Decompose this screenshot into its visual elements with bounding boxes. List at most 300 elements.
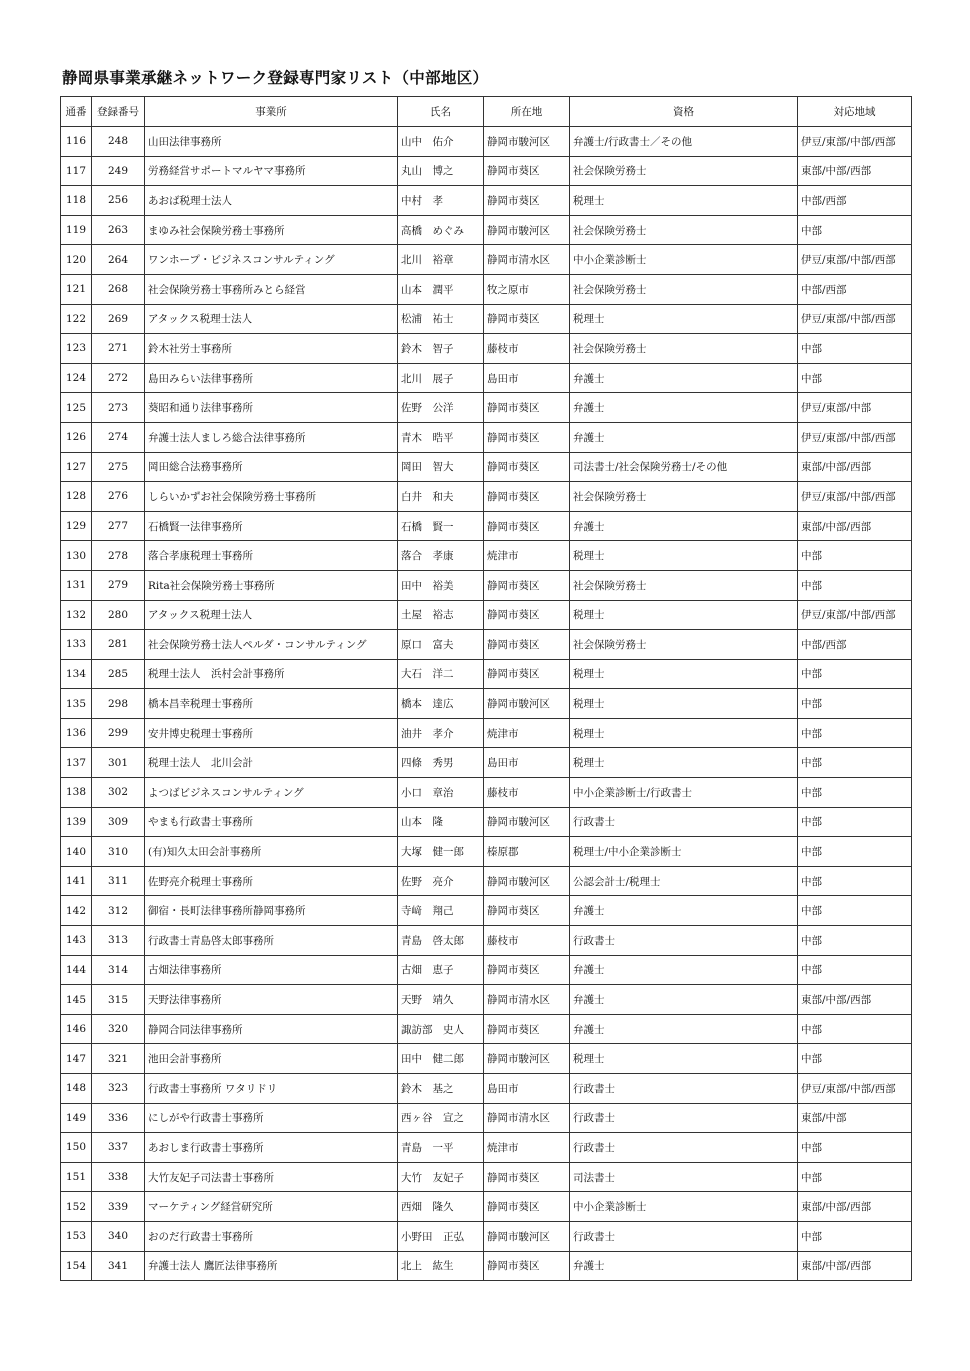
cell-service-area: 中部 bbox=[798, 570, 912, 600]
cell-service-area: 中部 bbox=[798, 866, 912, 896]
cell-location: 静岡市葵区 bbox=[484, 1192, 570, 1222]
cell-office: あおば税理士法人 bbox=[145, 186, 398, 216]
cell-location: 静岡市駿河区 bbox=[484, 807, 570, 837]
cell-qualification: 行政書士 bbox=[570, 1103, 798, 1133]
cell-service-area: 伊豆/東部/中部/西部 bbox=[798, 482, 912, 512]
cell-office: 橋本昌幸税理士事務所 bbox=[145, 689, 398, 719]
cell-qualification: 行政書士 bbox=[570, 1221, 798, 1251]
cell-office: 葵昭和通り法律事務所 bbox=[145, 393, 398, 423]
cell-service-area: 中部 bbox=[798, 334, 912, 364]
table-row bbox=[61, 452, 912, 482]
cell-qualification: 税理士/中小企業診断士 bbox=[570, 837, 798, 867]
cell-qualification: 司法書士 bbox=[570, 1162, 798, 1192]
cell-serial: 142 bbox=[61, 896, 92, 926]
cell-service-area: 東部/中部/西部 bbox=[798, 985, 912, 1015]
cell-registration-number: 279 bbox=[92, 570, 145, 600]
cell-name: 諏訪部 史人 bbox=[398, 1014, 484, 1044]
table-row bbox=[61, 1103, 912, 1133]
cell-location: 牧之原市 bbox=[484, 274, 570, 304]
cell-office: 御宿・長町法律事務所静岡事務所 bbox=[145, 896, 398, 926]
cell-qualification: 税理士 bbox=[570, 748, 798, 778]
cell-name: 白井 和夫 bbox=[398, 482, 484, 512]
cell-service-area: 伊豆/東部/中部/西部 bbox=[798, 422, 912, 452]
cell-location: 静岡市駿河区 bbox=[484, 215, 570, 245]
cell-service-area: 中部 bbox=[798, 955, 912, 985]
table-row bbox=[61, 1192, 912, 1222]
cell-location: 静岡市葵区 bbox=[484, 1251, 570, 1281]
cell-serial: 147 bbox=[61, 1044, 92, 1074]
cell-qualification: 税理士 bbox=[570, 600, 798, 630]
cell-qualification: 税理士 bbox=[570, 541, 798, 571]
cell-serial: 150 bbox=[61, 1133, 92, 1163]
cell-name: 原口 富夫 bbox=[398, 630, 484, 660]
cell-office: Rita社会保険労務士事務所 bbox=[145, 570, 398, 600]
cell-office: 弁護士法人ましろ総合法律事務所 bbox=[145, 422, 398, 452]
cell-name: 佐野 公洋 bbox=[398, 393, 484, 423]
cell-name: 山本 隆 bbox=[398, 807, 484, 837]
table-row bbox=[61, 1133, 912, 1163]
cell-serial: 116 bbox=[61, 127, 92, 157]
table-row bbox=[61, 304, 912, 334]
column-header-name: 氏名 bbox=[398, 97, 484, 127]
cell-serial: 121 bbox=[61, 274, 92, 304]
cell-serial: 124 bbox=[61, 363, 92, 393]
cell-registration-number: 311 bbox=[92, 866, 145, 896]
cell-qualification: 司法書士/社会保険労務士/その他 bbox=[570, 452, 798, 482]
cell-location: 島田市 bbox=[484, 363, 570, 393]
cell-office: 労務経営サポートマルヤマ事務所 bbox=[145, 156, 398, 186]
table-row bbox=[61, 186, 912, 216]
cell-office: やまも行政書士事務所 bbox=[145, 807, 398, 837]
cell-serial: 137 bbox=[61, 748, 92, 778]
cell-name: 青島 啓太郎 bbox=[398, 926, 484, 956]
cell-name: 丸山 博之 bbox=[398, 156, 484, 186]
cell-registration-number: 272 bbox=[92, 363, 145, 393]
cell-service-area: 中部 bbox=[798, 837, 912, 867]
table-row bbox=[61, 363, 912, 393]
cell-registration-number: 341 bbox=[92, 1251, 145, 1281]
cell-name: 小野田 正弘 bbox=[398, 1221, 484, 1251]
cell-location: 静岡市葵区 bbox=[484, 600, 570, 630]
cell-office: ワンホープ・ビジネスコンサルティング bbox=[145, 245, 398, 275]
cell-registration-number: 277 bbox=[92, 511, 145, 541]
cell-office: あおしま行政書士事務所 bbox=[145, 1133, 398, 1163]
cell-qualification: 社会保険労務士 bbox=[570, 156, 798, 186]
cell-serial: 127 bbox=[61, 452, 92, 482]
cell-service-area: 伊豆/東部/中部/西部 bbox=[798, 304, 912, 334]
cell-registration-number: 339 bbox=[92, 1192, 145, 1222]
table-row bbox=[61, 1221, 912, 1251]
column-header-office: 事業所 bbox=[145, 97, 398, 127]
cell-serial: 143 bbox=[61, 926, 92, 956]
cell-registration-number: 309 bbox=[92, 807, 145, 837]
cell-service-area: 中部 bbox=[798, 659, 912, 689]
cell-location: 藤枝市 bbox=[484, 334, 570, 364]
cell-location: 静岡市駿河区 bbox=[484, 1044, 570, 1074]
cell-serial: 145 bbox=[61, 985, 92, 1015]
cell-service-area: 中部/西部 bbox=[798, 630, 912, 660]
cell-serial: 126 bbox=[61, 422, 92, 452]
cell-serial: 139 bbox=[61, 807, 92, 837]
cell-service-area: 中部 bbox=[798, 778, 912, 808]
cell-qualification: 弁護士 bbox=[570, 1014, 798, 1044]
cell-registration-number: 249 bbox=[92, 156, 145, 186]
cell-name: 鈴木 基之 bbox=[398, 1074, 484, 1104]
cell-office: 大竹友妃子司法書士事務所 bbox=[145, 1162, 398, 1192]
cell-name: 西ヶ谷 宣之 bbox=[398, 1103, 484, 1133]
cell-location: 静岡市葵区 bbox=[484, 659, 570, 689]
expert-list-table bbox=[60, 96, 912, 1281]
cell-qualification: 弁護士 bbox=[570, 511, 798, 541]
cell-qualification: 税理士 bbox=[570, 304, 798, 334]
table-row bbox=[61, 156, 912, 186]
cell-office: 行政書士事務所 ワタリドリ bbox=[145, 1074, 398, 1104]
cell-service-area: 東部/中部/西部 bbox=[798, 1192, 912, 1222]
cell-location: 静岡市葵区 bbox=[484, 452, 570, 482]
cell-registration-number: 285 bbox=[92, 659, 145, 689]
cell-serial: 135 bbox=[61, 689, 92, 719]
table-row bbox=[61, 837, 912, 867]
cell-service-area: 中部 bbox=[798, 215, 912, 245]
table-row bbox=[61, 245, 912, 275]
cell-service-area: 東部/中部/西部 bbox=[798, 156, 912, 186]
cell-name: 北上 紘生 bbox=[398, 1251, 484, 1281]
column-header-registration-number: 登録番号 bbox=[92, 97, 145, 127]
column-header-serial: 通番 bbox=[61, 97, 92, 127]
cell-registration-number: 298 bbox=[92, 689, 145, 719]
cell-name: 石橋 賢一 bbox=[398, 511, 484, 541]
cell-registration-number: 263 bbox=[92, 215, 145, 245]
cell-service-area: 伊豆/東部/中部 bbox=[798, 393, 912, 423]
cell-name: 大石 洋二 bbox=[398, 659, 484, 689]
cell-location: 静岡市駿河区 bbox=[484, 127, 570, 157]
cell-office: 社会保険労務士法人ペルダ・コンサルティング bbox=[145, 630, 398, 660]
table-row bbox=[61, 866, 912, 896]
cell-registration-number: 301 bbox=[92, 748, 145, 778]
cell-name: 落合 孝康 bbox=[398, 541, 484, 571]
cell-serial: 149 bbox=[61, 1103, 92, 1133]
cell-registration-number: 274 bbox=[92, 422, 145, 452]
cell-location: 静岡市清水区 bbox=[484, 985, 570, 1015]
column-header-service-area: 対応地域 bbox=[798, 97, 912, 127]
cell-name: 油井 孝介 bbox=[398, 718, 484, 748]
cell-serial: 133 bbox=[61, 630, 92, 660]
cell-location: 静岡市葵区 bbox=[484, 896, 570, 926]
cell-service-area: 中部 bbox=[798, 1044, 912, 1074]
cell-registration-number: 268 bbox=[92, 274, 145, 304]
cell-office: 弁護士法人 鷹匠法律事務所 bbox=[145, 1251, 398, 1281]
cell-qualification: 弁護士 bbox=[570, 393, 798, 423]
cell-service-area: 中部 bbox=[798, 807, 912, 837]
cell-registration-number: 248 bbox=[92, 127, 145, 157]
table-row bbox=[61, 422, 912, 452]
cell-name: 山中 佑介 bbox=[398, 127, 484, 157]
cell-service-area: 中部/西部 bbox=[798, 274, 912, 304]
cell-location: 静岡市駿河区 bbox=[484, 866, 570, 896]
cell-location: 静岡市葵区 bbox=[484, 1014, 570, 1044]
cell-qualification: 弁護士 bbox=[570, 1251, 798, 1281]
cell-qualification: 中小企業診断士/行政書士 bbox=[570, 778, 798, 808]
cell-service-area: 中部 bbox=[798, 689, 912, 719]
cell-name: 松浦 祐士 bbox=[398, 304, 484, 334]
cell-serial: 148 bbox=[61, 1074, 92, 1104]
cell-registration-number: 302 bbox=[92, 778, 145, 808]
table-row bbox=[61, 748, 912, 778]
cell-location: 静岡市葵区 bbox=[484, 393, 570, 423]
cell-qualification: 公認会計士/税理士 bbox=[570, 866, 798, 896]
cell-serial: 125 bbox=[61, 393, 92, 423]
cell-name: 古畑 恵子 bbox=[398, 955, 484, 985]
cell-serial: 140 bbox=[61, 837, 92, 867]
cell-serial: 134 bbox=[61, 659, 92, 689]
page-title: 静岡県事業承継ネットワーク登録専門家リスト（中部地区） bbox=[62, 69, 489, 87]
column-header-location: 所在地 bbox=[484, 97, 570, 127]
cell-serial: 129 bbox=[61, 511, 92, 541]
cell-qualification: 社会保険労務士 bbox=[570, 482, 798, 512]
cell-office: 税理士法人 北川会計 bbox=[145, 748, 398, 778]
cell-office: 安井博史税理士事務所 bbox=[145, 718, 398, 748]
cell-name: 西畑 隆久 bbox=[398, 1192, 484, 1222]
cell-name: 岡田 智大 bbox=[398, 452, 484, 482]
cell-qualification: 弁護士 bbox=[570, 955, 798, 985]
cell-registration-number: 273 bbox=[92, 393, 145, 423]
table-row bbox=[61, 127, 912, 157]
table-row bbox=[61, 215, 912, 245]
cell-service-area: 東部/中部/西部 bbox=[798, 1251, 912, 1281]
cell-office: まゆみ社会保険労務士事務所 bbox=[145, 215, 398, 245]
cell-registration-number: 336 bbox=[92, 1103, 145, 1133]
cell-name: 田中 裕美 bbox=[398, 570, 484, 600]
cell-office: アタックス税理士法人 bbox=[145, 304, 398, 334]
cell-office: 鈴木社労士事務所 bbox=[145, 334, 398, 364]
cell-location: 島田市 bbox=[484, 748, 570, 778]
cell-registration-number: 312 bbox=[92, 896, 145, 926]
cell-office: しらいかずお社会保険労務士事務所 bbox=[145, 482, 398, 512]
table-row bbox=[61, 334, 912, 364]
cell-service-area: 伊豆/東部/中部/西部 bbox=[798, 1074, 912, 1104]
cell-office: 社会保険労務士事務所みとら経営 bbox=[145, 274, 398, 304]
cell-serial: 118 bbox=[61, 186, 92, 216]
cell-registration-number: 313 bbox=[92, 926, 145, 956]
cell-qualification: 行政書士 bbox=[570, 1133, 798, 1163]
cell-name: 大塚 健一郎 bbox=[398, 837, 484, 867]
cell-registration-number: 278 bbox=[92, 541, 145, 571]
cell-serial: 153 bbox=[61, 1221, 92, 1251]
cell-registration-number: 281 bbox=[92, 630, 145, 660]
table-row bbox=[61, 393, 912, 423]
cell-name: 土屋 裕志 bbox=[398, 600, 484, 630]
cell-registration-number: 269 bbox=[92, 304, 145, 334]
cell-service-area: 伊豆/東部/中部/西部 bbox=[798, 127, 912, 157]
cell-location: 静岡市葵区 bbox=[484, 482, 570, 512]
table-row bbox=[61, 955, 912, 985]
cell-office: 石橋賢一法律事務所 bbox=[145, 511, 398, 541]
cell-serial: 132 bbox=[61, 600, 92, 630]
cell-serial: 117 bbox=[61, 156, 92, 186]
cell-name: 橋本 達広 bbox=[398, 689, 484, 719]
cell-qualification: 税理士 bbox=[570, 1044, 798, 1074]
cell-serial: 131 bbox=[61, 570, 92, 600]
cell-registration-number: 256 bbox=[92, 186, 145, 216]
cell-location: 静岡市葵区 bbox=[484, 422, 570, 452]
cell-name: 青島 一平 bbox=[398, 1133, 484, 1163]
table-row bbox=[61, 1162, 912, 1192]
cell-serial: 138 bbox=[61, 778, 92, 808]
cell-qualification: 社会保険労務士 bbox=[570, 274, 798, 304]
cell-service-area: 中部 bbox=[798, 1014, 912, 1044]
cell-name: 北川 展子 bbox=[398, 363, 484, 393]
cell-registration-number: 315 bbox=[92, 985, 145, 1015]
cell-location: 静岡市清水区 bbox=[484, 245, 570, 275]
cell-qualification: 税理士 bbox=[570, 689, 798, 719]
column-header-qualification: 資格 bbox=[570, 97, 798, 127]
table-row bbox=[61, 600, 912, 630]
table-row bbox=[61, 985, 912, 1015]
cell-qualification: 行政書士 bbox=[570, 1074, 798, 1104]
cell-office: 岡田総合法務事務所 bbox=[145, 452, 398, 482]
cell-office: アタックス税理士法人 bbox=[145, 600, 398, 630]
cell-location: 静岡市葵区 bbox=[484, 630, 570, 660]
cell-service-area: 伊豆/東部/中部/西部 bbox=[798, 600, 912, 630]
cell-location: 静岡市葵区 bbox=[484, 304, 570, 334]
cell-office: (有)知久太田会計事務所 bbox=[145, 837, 398, 867]
cell-office: 佐野亮介税理士事務所 bbox=[145, 866, 398, 896]
cell-service-area: 中部 bbox=[798, 1162, 912, 1192]
table-row bbox=[61, 630, 912, 660]
cell-service-area: 中部 bbox=[798, 926, 912, 956]
cell-qualification: 弁護士 bbox=[570, 985, 798, 1015]
cell-registration-number: 280 bbox=[92, 600, 145, 630]
cell-serial: 152 bbox=[61, 1192, 92, 1222]
cell-registration-number: 264 bbox=[92, 245, 145, 275]
cell-qualification: 行政書士 bbox=[570, 807, 798, 837]
cell-qualification: 社会保険労務士 bbox=[570, 215, 798, 245]
cell-office: よつばビジネスコンサルティング bbox=[145, 778, 398, 808]
cell-office: 池田会計事務所 bbox=[145, 1044, 398, 1074]
cell-location: 榛原郡 bbox=[484, 837, 570, 867]
cell-office: 静岡合同法律事務所 bbox=[145, 1014, 398, 1044]
table-header-row bbox=[61, 97, 912, 127]
cell-name: 田中 健二郎 bbox=[398, 1044, 484, 1074]
cell-serial: 120 bbox=[61, 245, 92, 275]
cell-name: 佐野 亮介 bbox=[398, 866, 484, 896]
cell-registration-number: 320 bbox=[92, 1014, 145, 1044]
table-row bbox=[61, 926, 912, 956]
cell-name: 四條 秀男 bbox=[398, 748, 484, 778]
cell-service-area: 中部 bbox=[798, 1221, 912, 1251]
cell-location: 藤枝市 bbox=[484, 778, 570, 808]
cell-qualification: 社会保険労務士 bbox=[570, 630, 798, 660]
cell-qualification: 中小企業診断士 bbox=[570, 245, 798, 275]
cell-service-area: 東部/中部/西部 bbox=[798, 452, 912, 482]
cell-registration-number: 340 bbox=[92, 1221, 145, 1251]
cell-location: 静岡市葵区 bbox=[484, 156, 570, 186]
cell-serial: 128 bbox=[61, 482, 92, 512]
cell-location: 藤枝市 bbox=[484, 926, 570, 956]
cell-name: 大竹 友妃子 bbox=[398, 1162, 484, 1192]
cell-registration-number: 299 bbox=[92, 718, 145, 748]
cell-registration-number: 310 bbox=[92, 837, 145, 867]
cell-service-area: 中部 bbox=[798, 896, 912, 926]
cell-service-area: 東部/中部 bbox=[798, 1103, 912, 1133]
cell-qualification: 税理士 bbox=[570, 718, 798, 748]
cell-serial: 123 bbox=[61, 334, 92, 364]
cell-serial: 141 bbox=[61, 866, 92, 896]
cell-name: 北川 裕章 bbox=[398, 245, 484, 275]
cell-office: 税理士法人 浜村会計事務所 bbox=[145, 659, 398, 689]
cell-name: 寺﨑 翔己 bbox=[398, 896, 484, 926]
cell-service-area: 東部/中部/西部 bbox=[798, 511, 912, 541]
cell-service-area: 中部 bbox=[798, 363, 912, 393]
cell-qualification: 中小企業診断士 bbox=[570, 1192, 798, 1222]
cell-office: 山田法律事務所 bbox=[145, 127, 398, 157]
cell-serial: 122 bbox=[61, 304, 92, 334]
cell-office: 天野法律事務所 bbox=[145, 985, 398, 1015]
table-row bbox=[61, 718, 912, 748]
cell-serial: 151 bbox=[61, 1162, 92, 1192]
table-row bbox=[61, 570, 912, 600]
cell-location: 静岡市葵区 bbox=[484, 511, 570, 541]
cell-serial: 154 bbox=[61, 1251, 92, 1281]
cell-location: 静岡市駿河区 bbox=[484, 689, 570, 719]
cell-qualification: 税理士 bbox=[570, 186, 798, 216]
cell-location: 焼津市 bbox=[484, 718, 570, 748]
cell-registration-number: 314 bbox=[92, 955, 145, 985]
cell-name: 山本 潤平 bbox=[398, 274, 484, 304]
cell-registration-number: 275 bbox=[92, 452, 145, 482]
cell-serial: 119 bbox=[61, 215, 92, 245]
table-row bbox=[61, 778, 912, 808]
table-row bbox=[61, 482, 912, 512]
cell-name: 中村 孝 bbox=[398, 186, 484, 216]
cell-location: 静岡市駿河区 bbox=[484, 1221, 570, 1251]
table-row bbox=[61, 1074, 912, 1104]
table-row bbox=[61, 689, 912, 719]
cell-location: 静岡市葵区 bbox=[484, 1162, 570, 1192]
table-row bbox=[61, 1251, 912, 1281]
table-row bbox=[61, 1044, 912, 1074]
cell-qualification: 弁護士 bbox=[570, 363, 798, 393]
cell-name: 鈴木 智子 bbox=[398, 334, 484, 364]
cell-location: 静岡市葵区 bbox=[484, 186, 570, 216]
cell-qualification: 社会保険労務士 bbox=[570, 570, 798, 600]
cell-serial: 146 bbox=[61, 1014, 92, 1044]
cell-serial: 130 bbox=[61, 541, 92, 571]
cell-office: 行政書士青島啓太郎事務所 bbox=[145, 926, 398, 956]
cell-qualification: 弁護士 bbox=[570, 422, 798, 452]
cell-qualification: 税理士 bbox=[570, 659, 798, 689]
cell-location: 焼津市 bbox=[484, 1133, 570, 1163]
cell-office: 落合孝康税理士事務所 bbox=[145, 541, 398, 571]
cell-location: 静岡市清水区 bbox=[484, 1103, 570, 1133]
table-row bbox=[61, 541, 912, 571]
cell-location: 焼津市 bbox=[484, 541, 570, 571]
cell-office: 古畑法律事務所 bbox=[145, 955, 398, 985]
cell-qualification: 社会保険労務士 bbox=[570, 334, 798, 364]
cell-qualification: 行政書士 bbox=[570, 926, 798, 956]
cell-registration-number: 271 bbox=[92, 334, 145, 364]
cell-serial: 136 bbox=[61, 718, 92, 748]
cell-registration-number: 337 bbox=[92, 1133, 145, 1163]
cell-registration-number: 321 bbox=[92, 1044, 145, 1074]
cell-registration-number: 276 bbox=[92, 482, 145, 512]
cell-service-area: 中部 bbox=[798, 718, 912, 748]
cell-qualification: 弁護士 bbox=[570, 896, 798, 926]
cell-service-area: 中部 bbox=[798, 541, 912, 571]
cell-office: マーケティング経営研究所 bbox=[145, 1192, 398, 1222]
cell-location: 島田市 bbox=[484, 1074, 570, 1104]
cell-location: 静岡市葵区 bbox=[484, 955, 570, 985]
